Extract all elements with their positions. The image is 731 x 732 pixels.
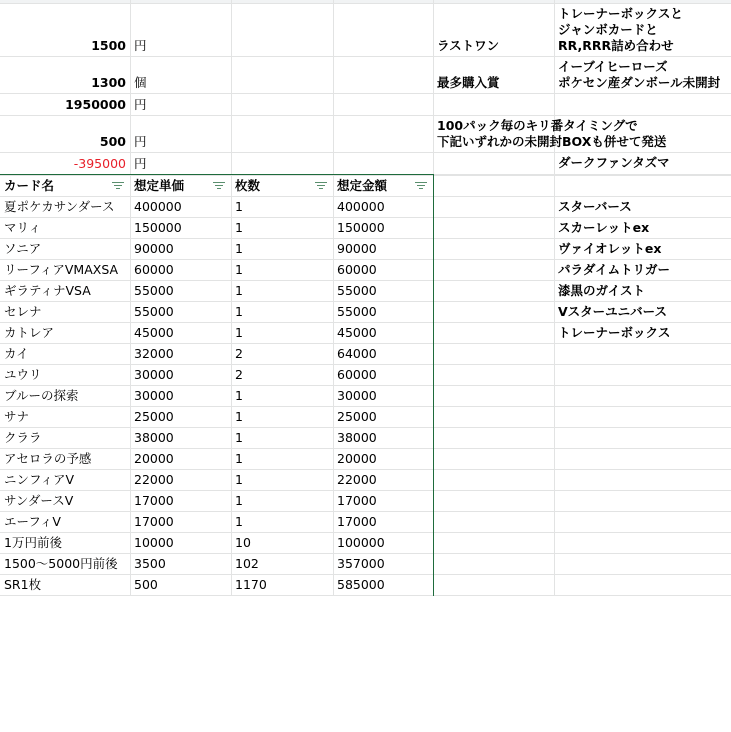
most-purchase-prize-line[interactable]: イーブイヒーローズ — [558, 59, 668, 74]
quantity-cell[interactable]: 1 — [235, 220, 243, 235]
total-amount-cell[interactable]: 90000 — [337, 241, 377, 256]
row-gridline — [0, 448, 731, 449]
unit-price-cell[interactable]: 3500 — [134, 556, 166, 571]
row-gridline — [0, 385, 731, 386]
row-gridline — [0, 553, 731, 554]
row-gridline — [0, 532, 731, 533]
bonus-note-line[interactable]: 100パック毎のキリ番タイミングで — [437, 118, 638, 133]
quantity-cell[interactable]: 1 — [235, 262, 243, 277]
card-name-cell[interactable]: セレナ — [4, 304, 42, 319]
row-gridline — [0, 280, 731, 281]
quantity-cell[interactable]: 10 — [235, 535, 251, 550]
quantity-cell[interactable]: 2 — [235, 367, 243, 382]
card-name-cell[interactable]: ギラティナVSA — [4, 283, 91, 298]
quantity-cell[interactable]: 1 — [235, 514, 243, 529]
total-amount-cell[interactable]: 25000 — [337, 409, 377, 424]
row-gridline — [0, 364, 731, 365]
unit-price-cell[interactable]: 60000 — [134, 262, 174, 277]
row-gridline — [0, 301, 731, 302]
unit-price-cell[interactable]: 20000 — [134, 451, 174, 466]
summary-value-cell[interactable]: 500 — [99, 134, 126, 149]
total-amount-cell[interactable]: 357000 — [337, 556, 385, 571]
card-name-cell[interactable]: リーフィアVMAXSA — [4, 262, 119, 277]
quantity-cell[interactable]: 1 — [235, 451, 243, 466]
quantity-cell[interactable]: 1 — [235, 472, 243, 487]
total-amount-cell[interactable]: 64000 — [337, 346, 377, 361]
row-gridline — [0, 196, 731, 197]
quantity-cell[interactable]: 1 — [235, 325, 243, 340]
unit-price-cell[interactable]: 10000 — [134, 535, 174, 550]
table-header-1[interactable]: 想定単価 — [134, 178, 185, 193]
quantity-cell[interactable]: 1 — [235, 199, 243, 214]
total-amount-cell[interactable]: 45000 — [337, 325, 377, 340]
total-amount-cell[interactable]: 100000 — [337, 535, 385, 550]
total-amount-cell[interactable]: 17000 — [337, 493, 377, 508]
card-name-cell[interactable]: クララ — [4, 430, 42, 445]
summary-unit-cell[interactable]: 円 — [134, 38, 147, 53]
last-one-prize-line[interactable]: トレーナーボックスと — [558, 6, 683, 21]
quantity-cell[interactable]: 1 — [235, 388, 243, 403]
total-amount-cell[interactable]: 20000 — [337, 451, 377, 466]
row-gridline — [0, 115, 731, 116]
summary-value-cell[interactable]: -395000 — [73, 156, 126, 171]
quantity-cell[interactable]: 1 — [235, 430, 243, 445]
card-name-cell[interactable]: ソニア — [4, 241, 42, 256]
card-name-cell[interactable]: 1500〜5000円前後 — [4, 556, 118, 571]
last-one-label[interactable]: ラストワン — [437, 38, 500, 53]
unit-price-cell[interactable]: 90000 — [134, 241, 174, 256]
box-option-cell[interactable]: パラダイムトリガー — [558, 262, 671, 277]
unit-price-cell[interactable]: 55000 — [134, 283, 174, 298]
table-header-0[interactable]: カード名 — [4, 178, 55, 193]
card-name-cell[interactable]: マリィ — [4, 220, 42, 235]
last-one-prize-line[interactable]: ジャンボカードと — [558, 22, 658, 37]
quantity-cell[interactable]: 1 — [235, 241, 243, 256]
unit-price-cell[interactable]: 38000 — [134, 430, 174, 445]
filter-icon[interactable] — [415, 182, 427, 191]
quantity-cell[interactable]: 1170 — [235, 577, 267, 592]
row-gridline — [0, 152, 731, 153]
summary-unit-cell[interactable]: 円 — [134, 97, 147, 112]
unit-price-cell[interactable]: 30000 — [134, 367, 174, 382]
card-name-cell[interactable]: ユウリ — [4, 367, 42, 382]
card-name-cell[interactable]: ニンフィアV — [4, 472, 75, 487]
card-name-cell[interactable]: 夏ポケカサンダース — [4, 199, 115, 214]
row-gridline — [0, 238, 731, 239]
quantity-cell[interactable]: 1 — [235, 283, 243, 298]
box-option-cell[interactable]: スカーレットex — [558, 220, 650, 235]
total-amount-cell[interactable]: 585000 — [337, 577, 385, 592]
unit-price-cell[interactable]: 55000 — [134, 304, 174, 319]
row-gridline — [0, 595, 731, 596]
most-purchase-label[interactable]: 最多購入賞 — [437, 75, 500, 90]
total-amount-cell[interactable]: 400000 — [337, 199, 385, 214]
row-gridline — [0, 406, 731, 407]
unit-price-cell[interactable]: 17000 — [134, 493, 174, 508]
row-gridline — [0, 574, 731, 575]
card-name-cell[interactable]: カトレア — [4, 325, 55, 340]
row-gridline — [0, 217, 731, 218]
card-name-cell[interactable]: サンダースV — [4, 493, 74, 508]
unit-price-cell[interactable]: 25000 — [134, 409, 174, 424]
summary-value-cell[interactable]: 1950000 — [65, 97, 126, 112]
card-name-cell[interactable]: サナ — [4, 409, 30, 424]
box-option-cell[interactable]: スターバース — [558, 199, 632, 214]
row-gridline — [0, 259, 731, 260]
summary-value-cell[interactable]: 1300 — [91, 75, 126, 90]
box-option-cell[interactable]: ヴァイオレットex — [558, 241, 662, 256]
unit-price-cell[interactable]: 400000 — [134, 199, 182, 214]
row-gridline — [0, 3, 731, 4]
box-option-cell[interactable]: トレーナーボックス — [558, 325, 671, 340]
row-gridline — [0, 490, 731, 491]
unit-price-cell[interactable]: 22000 — [134, 472, 174, 487]
quantity-cell[interactable]: 2 — [235, 346, 243, 361]
summary-unit-cell[interactable]: 円 — [134, 134, 147, 149]
quantity-cell[interactable]: 1 — [235, 409, 243, 424]
quantity-cell[interactable]: 1 — [235, 304, 243, 319]
bonus-note-line[interactable]: 下記いずれかの未開封BOXも併せて発送 — [437, 134, 667, 149]
filter-icon[interactable] — [213, 182, 225, 191]
total-amount-cell[interactable]: 30000 — [337, 388, 377, 403]
total-amount-cell[interactable]: 22000 — [337, 472, 377, 487]
filter-icon[interactable] — [112, 182, 124, 191]
box-option-cell[interactable]: ダークファンタズマ — [558, 155, 670, 170]
quantity-cell[interactable]: 1 — [235, 493, 243, 508]
row-gridline — [0, 322, 731, 323]
unit-price-cell[interactable]: 17000 — [134, 514, 174, 529]
total-amount-cell[interactable]: 60000 — [337, 367, 377, 382]
table-header-3[interactable]: 想定金額 — [337, 178, 388, 193]
card-name-cell[interactable]: エーフィV — [4, 514, 61, 529]
total-amount-cell[interactable]: 17000 — [337, 514, 377, 529]
quantity-cell[interactable]: 102 — [235, 556, 259, 571]
summary-value-cell[interactable]: 1500 — [91, 38, 126, 53]
row-gridline — [0, 93, 731, 94]
unit-price-cell[interactable]: 45000 — [134, 325, 174, 340]
card-name-cell[interactable]: SR1枚 — [4, 577, 42, 592]
unit-price-cell[interactable]: 32000 — [134, 346, 174, 361]
table-header-2[interactable]: 枚数 — [235, 178, 261, 193]
row-gridline — [0, 56, 731, 57]
total-amount-cell[interactable]: 55000 — [337, 283, 377, 298]
card-name-cell[interactable]: カイ — [4, 346, 29, 361]
summary-unit-cell[interactable]: 円 — [134, 156, 147, 171]
row-gridline — [0, 175, 731, 176]
row-gridline — [0, 469, 731, 470]
total-amount-cell[interactable]: 55000 — [337, 304, 377, 319]
row-gridline — [0, 343, 731, 344]
row-gridline — [0, 511, 731, 512]
card-name-cell[interactable]: 1万円前後 — [4, 535, 62, 550]
last-one-prize-line[interactable]: RR,RRR詰め合わせ — [558, 38, 674, 53]
most-purchase-prize-line[interactable]: ポケセン産ダンボール未開封 — [558, 75, 721, 90]
filter-icon[interactable] — [315, 182, 327, 191]
unit-price-cell[interactable]: 150000 — [134, 220, 182, 235]
box-option-cell[interactable]: 漆黒のガイスト — [558, 283, 646, 298]
card-name-cell[interactable]: ブルーの探索 — [4, 388, 79, 403]
total-amount-cell[interactable]: 150000 — [337, 220, 385, 235]
unit-price-cell[interactable]: 30000 — [134, 388, 174, 403]
unit-price-cell[interactable]: 500 — [134, 577, 158, 592]
total-amount-cell[interactable]: 60000 — [337, 262, 377, 277]
total-amount-cell[interactable]: 38000 — [337, 430, 377, 445]
card-name-cell[interactable]: アセロラの予感 — [4, 451, 92, 466]
row-gridline — [0, 427, 731, 428]
box-option-cell[interactable]: Vスターユニバース — [558, 304, 668, 319]
summary-unit-cell[interactable]: 個 — [134, 75, 147, 90]
